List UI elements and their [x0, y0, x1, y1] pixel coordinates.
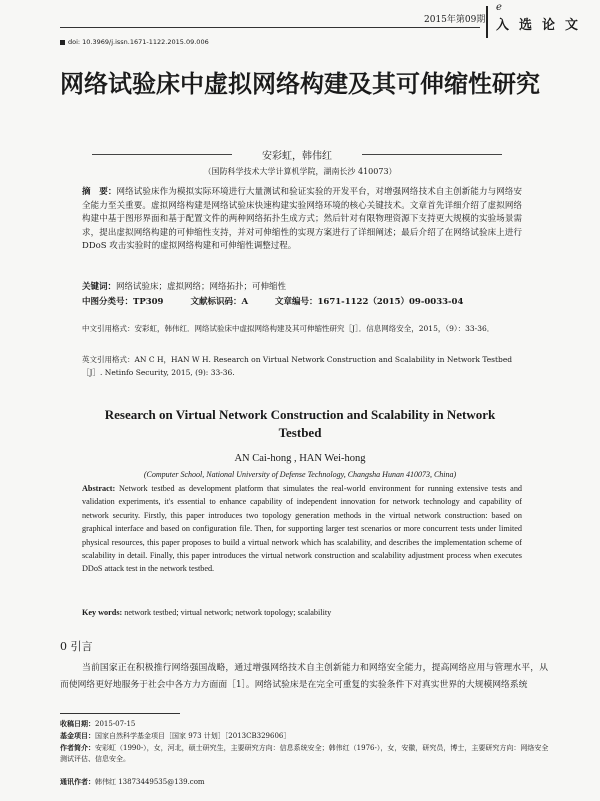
footnote-contact [60, 776, 550, 788]
header-rule [60, 27, 480, 28]
received-label: 收稿日期： [60, 719, 95, 728]
author-bio-label: 作者简介： [60, 743, 95, 752]
section-heading: 0 引言 [60, 640, 93, 653]
keywords-en [82, 608, 522, 617]
keywords-en-text: network testbed; virtual network; network topology; scalability [124, 608, 332, 617]
received-date: 2015-07-15 [95, 720, 136, 728]
abstract-cn-text: 网络试验床作为模拟实际环境进行大量测试和验证实验的开发平台，对增强网络技术自主创新能力与网络安全能力至关重要。虚拟网络构建是网络试验床快速构建实验网络环境的核心关键技术。文章首先详细介绍了虚拟网络构建中基于图形界面和基于配置文件的两种网络拓扑生成方式；然后针对有限物理资源下支持更大规模的实验场景需求，提出虚拟网络构建的可伸缩性支持，并对可伸缩性的实现方案进行了详细阐述；最后介绍了在网络试验床上进行 DDoS 攻击实验时的虚拟网络构建和可伸缩性调整过程。 [82, 187, 522, 251]
contact-text: 韩伟红 13873449535@139.com [95, 778, 205, 786]
citation-en: 英文引用格式：AN C H，HAN W H. Research on Virtual Network Construction and Scalability in Network Testbed［J］. Netinfo Security, 2015, (9): 33-36. [82, 355, 513, 377]
fund-label: 基金项目： [60, 731, 95, 740]
fund-text: 国家自然科学基金项目［国家 973 计划］［2013CB329606］ [95, 732, 291, 740]
authors-row-cn [92, 147, 502, 161]
footnote-fund [60, 730, 550, 742]
doi-text: doi: 10.3969/j.issn.1671-1122.2015.09.006 [68, 38, 209, 46]
intro-paragraph: 当前国家正在积极推行网络强国战略，通过增强网络技术自主创新能力和网络安全能力，提高网络应用与管理水平，从而使网络更好地服务于社会中各方力方面面［1］。网络试验床是在完全可重复的实验条件下对真实世界的大规模网络系统 [60, 663, 548, 690]
paper-title-cn: 网络试验床中虚拟网络构建及其可伸缩性研究 [60, 69, 540, 98]
abstract-cn-label: 摘 要： [82, 187, 117, 197]
footnote-author [60, 742, 550, 765]
section-label: 入选论文 [496, 18, 589, 33]
keywords-en-label: Key words: [82, 608, 123, 617]
footnote-rule [60, 713, 180, 714]
abstract-en-text: Network testbed as development platform that simulates the real-world environment for running extensive tests and validation experiments, it's essential to enhance capability of independent innovation for network technology and capability of network security. Firstly, this paper introduces two topology generation methods in the virtual network construction: based on graphical interface and based on configuration file. Then, for supporting larger test scenarios or more concurrent tests under limited physical resources, this paper proposes to build a virtual network which has scalability, and describes the implementation scheme of scalability in detail. Finally, this paper introduces the virtual network construction and scalability adjustment process when executes DDoS attack test in the network testbed. [82, 484, 523, 574]
keywords-cn-label: 关键词： [82, 282, 117, 292]
issue-label: 2015年第09期 [424, 15, 486, 25]
affiliation-cn: （国防科学技术大学计算机学院，湖南长沙 410073） [203, 167, 397, 176]
clc-number: 中图分类号：TP309 [82, 297, 164, 307]
footnote-received [60, 718, 550, 730]
keywords-cn-text: 网络试验床；虚拟网络；网络拓扑；可伸缩性 [116, 282, 287, 292]
journal-logo: e [496, 2, 502, 13]
paper-title-en: Research on Virtual Network Construction and Scalability in Network Testbed [104, 407, 496, 440]
citation-cn: 中文引用格式：安彩虹，韩伟红．网络试验床中虚拟网络构建及其可伸缩性研究［J］．信息网络安全，2015，（9）：33-36． [82, 324, 495, 333]
authors-en: AN Cai-hong , HAN Wei-hong [234, 453, 366, 464]
doi-line [60, 38, 209, 46]
contact-label: 通讯作者： [60, 777, 95, 786]
doi-marker-icon [60, 40, 65, 45]
abstract-en-label: Abstract: [82, 484, 116, 493]
keywords-cn [82, 280, 522, 292]
abstract-en [82, 482, 522, 576]
authors-cn: 安彩虹，韩伟红 [262, 151, 332, 162]
article-number: 文章编号：1671-1122（2015）09-0033-04 [275, 297, 464, 307]
abstract-cn [82, 186, 522, 254]
author-bio-text: 安彩虹（1990-），女，河北，硕士研究生，主要研究方向：信息系统安全；韩伟红（1976-），女，安徽，研究员，博士，主要研究方向：网络安全测试评估、信息安全。 [60, 744, 549, 763]
document-code: 文献标识码：A [190, 297, 249, 307]
affiliation-en: (Computer School, National University of Defense Technology, Changsha Hunan 410073, China) [143, 470, 457, 479]
classification-row [82, 295, 542, 307]
